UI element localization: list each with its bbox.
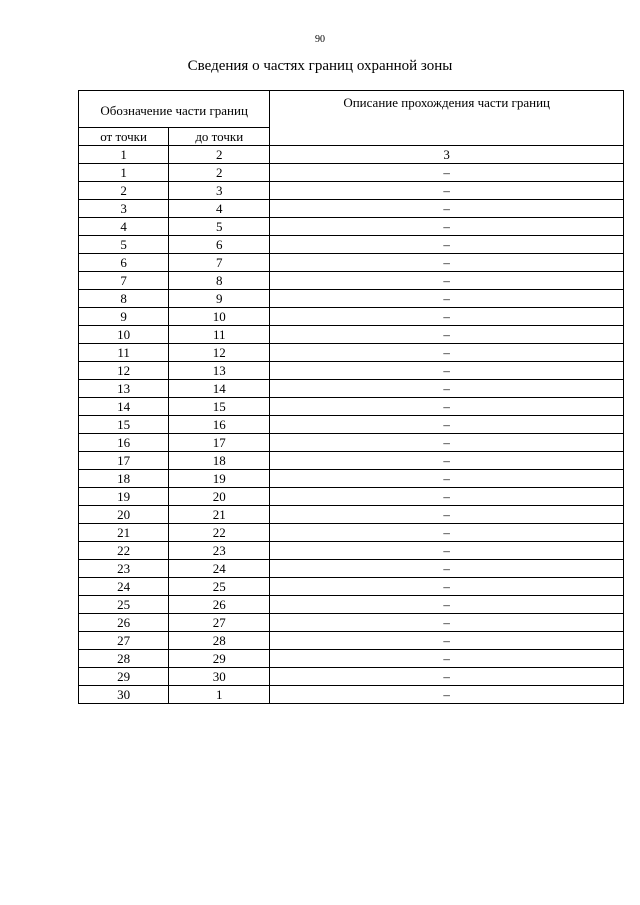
cell-from-point: 30 (79, 686, 169, 704)
cell-from-point: 18 (79, 470, 169, 488)
cell-to-point: 2 (169, 146, 270, 164)
cell-to-point: 23 (169, 542, 270, 560)
table-row (79, 488, 624, 506)
cell-description: – (270, 560, 624, 578)
cell-from-point: 12 (79, 362, 169, 380)
header-from-point: от точки (79, 128, 169, 146)
cell-from-point: 4 (79, 218, 169, 236)
cell-to-point: 24 (169, 560, 270, 578)
cell-from-point: 1 (79, 146, 169, 164)
cell-from-point: 21 (79, 524, 169, 542)
cell-description: – (270, 164, 624, 182)
cell-from-point: 9 (79, 308, 169, 326)
table-row (79, 362, 624, 380)
table-row (79, 236, 624, 254)
cell-description: – (270, 506, 624, 524)
table-row (79, 164, 624, 182)
cell-to-point: 25 (169, 578, 270, 596)
cell-to-point: 22 (169, 524, 270, 542)
cell-description: – (270, 632, 624, 650)
cell-description: – (270, 416, 624, 434)
cell-description: 3 (270, 146, 624, 164)
cell-description: – (270, 434, 624, 452)
table-row (79, 596, 624, 614)
cell-description: – (270, 236, 624, 254)
cell-description: – (270, 596, 624, 614)
table-row (79, 434, 624, 452)
header-boundary-description: Описание прохождения части границ (270, 91, 624, 146)
table-row (79, 200, 624, 218)
cell-to-point: 30 (169, 668, 270, 686)
cell-description: – (270, 470, 624, 488)
cell-to-point: 12 (169, 344, 270, 362)
cell-description: – (270, 182, 624, 200)
table-row (79, 254, 624, 272)
table-row (79, 398, 624, 416)
boundary-parts-table (78, 90, 624, 704)
cell-from-point: 11 (79, 344, 169, 362)
cell-from-point: 15 (79, 416, 169, 434)
table-header-row (79, 91, 624, 128)
table-row (79, 380, 624, 398)
cell-description: – (270, 254, 624, 272)
cell-to-point: 18 (169, 452, 270, 470)
cell-from-point: 27 (79, 632, 169, 650)
table-row (79, 470, 624, 488)
cell-from-point: 14 (79, 398, 169, 416)
table-row (79, 416, 624, 434)
cell-from-point: 23 (79, 560, 169, 578)
cell-from-point: 20 (79, 506, 169, 524)
cell-description: – (270, 380, 624, 398)
page-number: 90 (315, 34, 325, 45)
cell-to-point: 4 (169, 200, 270, 218)
cell-description: – (270, 344, 624, 362)
cell-from-point: 16 (79, 434, 169, 452)
table-row (79, 668, 624, 686)
cell-from-point: 28 (79, 650, 169, 668)
cell-description: – (270, 578, 624, 596)
cell-from-point: 26 (79, 614, 169, 632)
cell-to-point: 19 (169, 470, 270, 488)
cell-from-point: 19 (79, 488, 169, 506)
cell-description: – (270, 308, 624, 326)
cell-from-point: 5 (79, 236, 169, 254)
cell-to-point: 20 (169, 488, 270, 506)
cell-to-point: 6 (169, 236, 270, 254)
cell-description: – (270, 452, 624, 470)
cell-to-point: 26 (169, 596, 270, 614)
cell-to-point: 15 (169, 398, 270, 416)
cell-description: – (270, 398, 624, 416)
table-row (79, 272, 624, 290)
cell-from-point: 29 (79, 668, 169, 686)
cell-description: – (270, 290, 624, 308)
cell-description: – (270, 686, 624, 704)
cell-from-point: 13 (79, 380, 169, 398)
cell-description: – (270, 488, 624, 506)
cell-to-point: 17 (169, 434, 270, 452)
cell-from-point: 17 (79, 452, 169, 470)
cell-to-point: 3 (169, 182, 270, 200)
table-row (79, 308, 624, 326)
cell-to-point: 1 (169, 686, 270, 704)
table-row (79, 218, 624, 236)
cell-from-point: 6 (79, 254, 169, 272)
cell-to-point: 2 (169, 164, 270, 182)
cell-description: – (270, 326, 624, 344)
cell-from-point: 8 (79, 290, 169, 308)
header-to-point: до точки (169, 128, 270, 146)
table-row (79, 542, 624, 560)
table-row (79, 578, 624, 596)
header-boundary-designation: Обозначение части границ (79, 91, 270, 128)
table-row (79, 452, 624, 470)
cell-to-point: 27 (169, 614, 270, 632)
cell-from-point: 22 (79, 542, 169, 560)
cell-description: – (270, 200, 624, 218)
cell-from-point: 24 (79, 578, 169, 596)
cell-from-point: 7 (79, 272, 169, 290)
cell-description: – (270, 362, 624, 380)
table-row (79, 524, 624, 542)
cell-description: – (270, 614, 624, 632)
table-row (79, 506, 624, 524)
cell-to-point: 28 (169, 632, 270, 650)
cell-to-point: 8 (169, 272, 270, 290)
cell-to-point: 16 (169, 416, 270, 434)
cell-from-point: 3 (79, 200, 169, 218)
table-row (79, 614, 624, 632)
cell-from-point: 25 (79, 596, 169, 614)
cell-description: – (270, 524, 624, 542)
table-row (79, 182, 624, 200)
cell-description: – (270, 542, 624, 560)
cell-to-point: 9 (169, 290, 270, 308)
cell-description: – (270, 668, 624, 686)
cell-to-point: 14 (169, 380, 270, 398)
cell-to-point: 10 (169, 308, 270, 326)
cell-description: – (270, 650, 624, 668)
cell-from-point: 2 (79, 182, 169, 200)
table-row (79, 650, 624, 668)
table-row (79, 632, 624, 650)
document-title: Сведения о частях границ охранной зоны (187, 58, 453, 74)
cell-to-point: 11 (169, 326, 270, 344)
table-row (79, 686, 624, 704)
table-row (79, 560, 624, 578)
table-row (79, 146, 624, 164)
cell-to-point: 21 (169, 506, 270, 524)
cell-to-point: 13 (169, 362, 270, 380)
cell-to-point: 7 (169, 254, 270, 272)
cell-description: – (270, 272, 624, 290)
cell-from-point: 1 (79, 164, 169, 182)
cell-to-point: 5 (169, 218, 270, 236)
cell-description: – (270, 218, 624, 236)
table-row (79, 344, 624, 362)
table-row (79, 326, 624, 344)
cell-to-point: 29 (169, 650, 270, 668)
cell-from-point: 10 (79, 326, 169, 344)
table-row (79, 290, 624, 308)
